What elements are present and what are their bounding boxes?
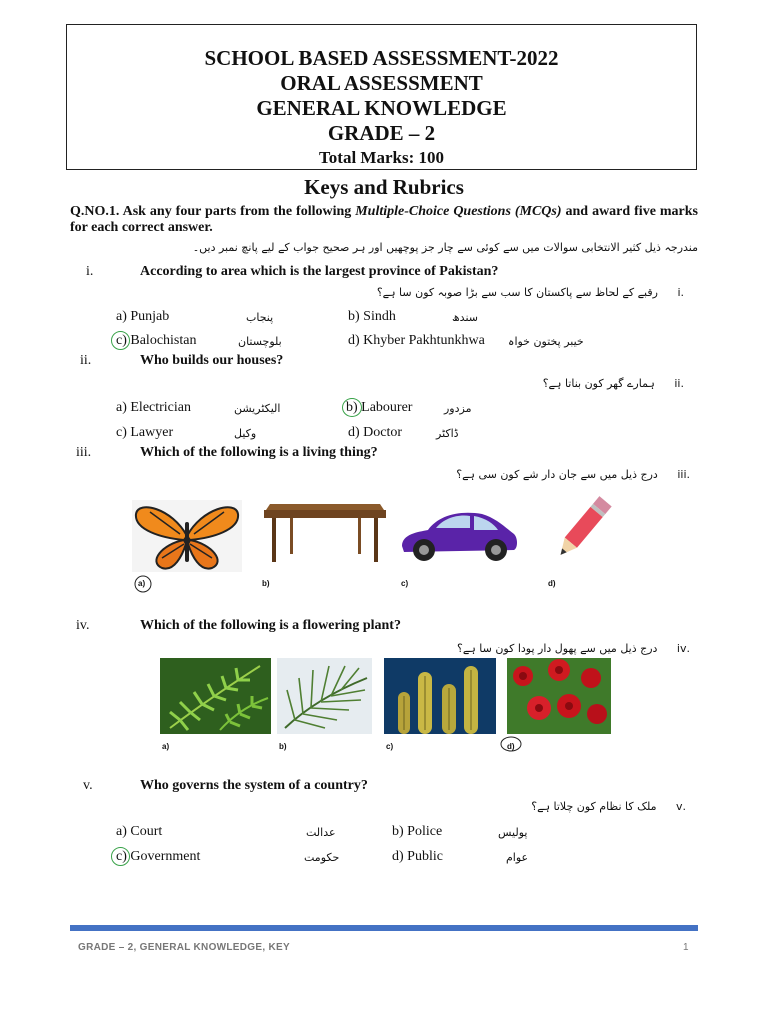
q2-option-c-urdu: وکیل [234, 427, 257, 440]
question-4-number: iv. [76, 618, 90, 633]
q2-option-d: d) Doctor [348, 425, 403, 440]
instruction-prefix: Q.NO.1. Ask any four parts from the following [70, 204, 356, 219]
q1-option-d-urdu: خیبر پختون خواہ [508, 335, 584, 348]
q1-option-b: b) Sindh [348, 309, 396, 324]
question-4-urdu-text: درج ذیل میں سے پھول دار پودا کون سا ہے؟ [457, 642, 658, 655]
palm-leaf-image [277, 658, 372, 734]
question-5-number: v. [83, 778, 93, 793]
question-4-text: Which of the following is a flowering plant? [140, 618, 401, 633]
roses-image [507, 658, 611, 734]
question-3-urdu-text: درج ذیل میں سے جان دار شے کون سی ہے؟ [456, 468, 658, 481]
q5-option-b: b) Police [392, 824, 443, 839]
question-4-urdu-number: .iv [676, 642, 690, 655]
butterfly-image [132, 500, 242, 572]
q4-caption-b: b) [279, 742, 287, 751]
question-2-text: Who builds our houses? [140, 353, 284, 368]
instruction [70, 204, 698, 236]
instruction-italic: Multiple-Choice Questions (MCQs) [355, 204, 562, 219]
q1-option-a: a) Punjab [116, 309, 170, 324]
question-1-number: i. [86, 264, 94, 279]
question-3-urdu [456, 468, 690, 481]
total-marks: Total Marks: 100 [319, 148, 444, 167]
cactus-image [384, 658, 496, 734]
footer-divider [70, 925, 698, 931]
q3-caption-d: d) [548, 579, 556, 588]
question-2-urdu [543, 377, 684, 390]
instruction-urdu: مندرجہ ذیل کثیر الانتخابی سوالات میں سے کوئی سے چار جز پوچھیں اور ہر صحیح جواب کے لیے پانچ نمبر دیں۔ [192, 241, 698, 254]
q2-option-a: a) Electrician [116, 400, 192, 415]
q2-option-b-urdu: مزدور [444, 402, 472, 415]
q3-caption-a: a) [138, 579, 146, 588]
q4-caption-d: d) [507, 742, 515, 751]
page-number: 1 [683, 942, 689, 953]
question-3-urdu-number: .iii [677, 468, 690, 481]
question-1-text: According to area which is the largest province of Pakistan? [140, 264, 499, 279]
table-image [262, 502, 388, 564]
question-1-urdu-text: رقبے کے لحاظ سے پاکستان کا سب سے بڑا صوبہ کون سا ہے؟ [376, 286, 658, 299]
q4-caption-a: a) [162, 742, 170, 751]
q1-option-a-urdu: پنجاب [246, 311, 274, 324]
question-2-urdu-text: ہمارے گھر کون بناتا ہے؟ [542, 377, 655, 390]
question-3-number: iii. [76, 445, 92, 460]
q1-option-c: c) Balochistan [116, 333, 197, 348]
question-5-urdu [531, 800, 686, 813]
header-box [66, 24, 697, 170]
q1-option-d: d) Khyber Pakhtunkhwa [348, 333, 485, 348]
question-2-number: ii. [80, 353, 92, 368]
q2-option-a-urdu: الیکٹریشن [234, 402, 281, 415]
header-title-1: SCHOOL BASED ASSESSMENT-2022 [204, 46, 559, 70]
q2-option-d-urdu: ڈاکٹر [436, 427, 459, 440]
q3-caption-c: c) [401, 579, 409, 588]
q2-option-c: c) Lawyer [116, 425, 174, 440]
q3-caption-b: b) [262, 579, 270, 588]
fern-image [160, 658, 271, 734]
car-image [398, 506, 520, 564]
question-3-text: Which of the following is a living thing? [140, 445, 378, 460]
q1-option-c-urdu: بلوچستان [238, 335, 282, 348]
q4-caption-c: c) [386, 742, 394, 751]
section-title: Keys and Rubrics [304, 175, 464, 199]
question-5-urdu-number: .v [675, 800, 686, 813]
q5-option-a: a) Court [116, 824, 163, 839]
question-1-urdu [377, 286, 684, 299]
q5-option-c: c) Government [116, 849, 201, 864]
instruction-suffix: and award five marks for each correct answer. [70, 204, 698, 235]
q2-option-b: b) Labourer [346, 400, 413, 415]
q5-option-b-urdu: پولیس [498, 826, 528, 839]
header-title-2: ORAL ASSESSMENT [280, 71, 483, 95]
pencil-image [548, 494, 614, 564]
question-2-urdu-number: .ii [674, 377, 684, 390]
header-title-3: GENERAL KNOWLEDGE [256, 96, 507, 120]
q5-option-a-urdu: عدالت [306, 826, 336, 839]
q1-option-b-urdu: سندھ [452, 311, 478, 324]
question-1-urdu-number: .i [677, 286, 684, 299]
q5-option-d: d) Public [392, 849, 443, 864]
q5-option-c-urdu: حکومت [304, 851, 340, 864]
header-title-4: GRADE – 2 [327, 121, 436, 145]
question-5-text: Who governs the system of a country? [140, 778, 368, 793]
question-5-urdu-text: ملک کا نظام کون چلاتا ہے؟ [531, 800, 657, 813]
question-4-urdu [457, 642, 690, 655]
q5-option-d-urdu: عوام [506, 851, 529, 864]
footer-label: GRADE – 2, GENERAL KNOWLEDGE, KEY [78, 942, 290, 953]
